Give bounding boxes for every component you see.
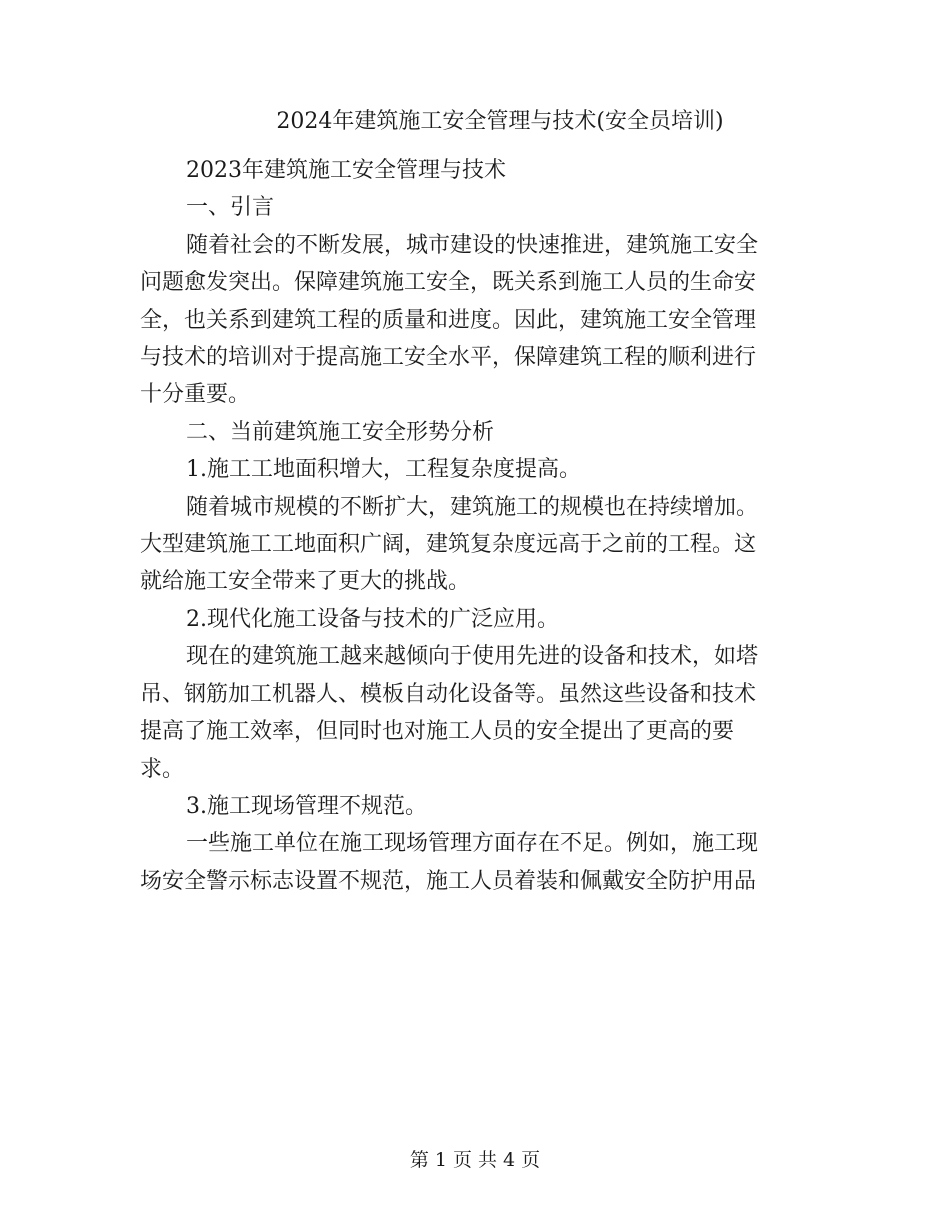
text-line: 求。 [140,756,185,782]
text-line: 3.施工现场管理不规范。 [186,793,427,819]
text-line: 现在的建筑施工越来越倾向于使用先进的设备和技术，如塔 [186,644,759,670]
page-footer: 第 1 页 共 4 页 [409,1149,541,1171]
text-line: 一、引言 [186,195,275,221]
text-line: 就给施工安全带来了更大的挑战。 [140,569,471,595]
document-title: 2024年建筑施工安全管理与技术(安全员培训) [276,109,724,134]
text-line: 十分重要。 [140,382,251,408]
text-line: 2.现代化施工设备与技术的广泛应用。 [186,606,559,632]
text-line: 与技术的培训对于提高施工安全水平，保障建筑工程的顺利进行 [140,345,757,371]
text-line: 大型建筑施工工地面积广阔，建筑复杂度远高于之前的工程。这 [140,532,757,558]
document-body [140,152,800,900]
text-line: 随着城市规模的不断扩大，建筑施工的规模也在持续增加。 [186,494,759,520]
text-line: 1.施工工地面积增大，工程复杂度提高。 [186,457,581,483]
text-line: 二、当前建筑施工安全形势分析 [186,419,495,445]
text-line: 全，也关系到建筑工程的质量和进度。因此，建筑施工安全管理 [140,307,757,333]
text-line: 吊、钢筋加工机器人、模板自动化设备等。虽然这些设备和技术 [140,681,757,707]
text-line: 随着社会的不断发展，城市建设的快速推进，建筑施工安全 [186,232,759,258]
text-line: 提高了施工效率，但同时也对施工人员的安全提出了更高的要 [140,719,735,745]
text-line: 2023年建筑施工安全管理与技术 [186,158,506,183]
text-line: 问题愈发突出。保障建筑施工安全，既关系到施工人员的生命安 [140,270,757,296]
text-line: 场安全警示标志设置不规范，施工人员着装和佩戴安全防护用品 [140,868,757,894]
text-line: 一些施工单位在施工现场管理方面存在不足。例如，施工现 [186,831,759,857]
